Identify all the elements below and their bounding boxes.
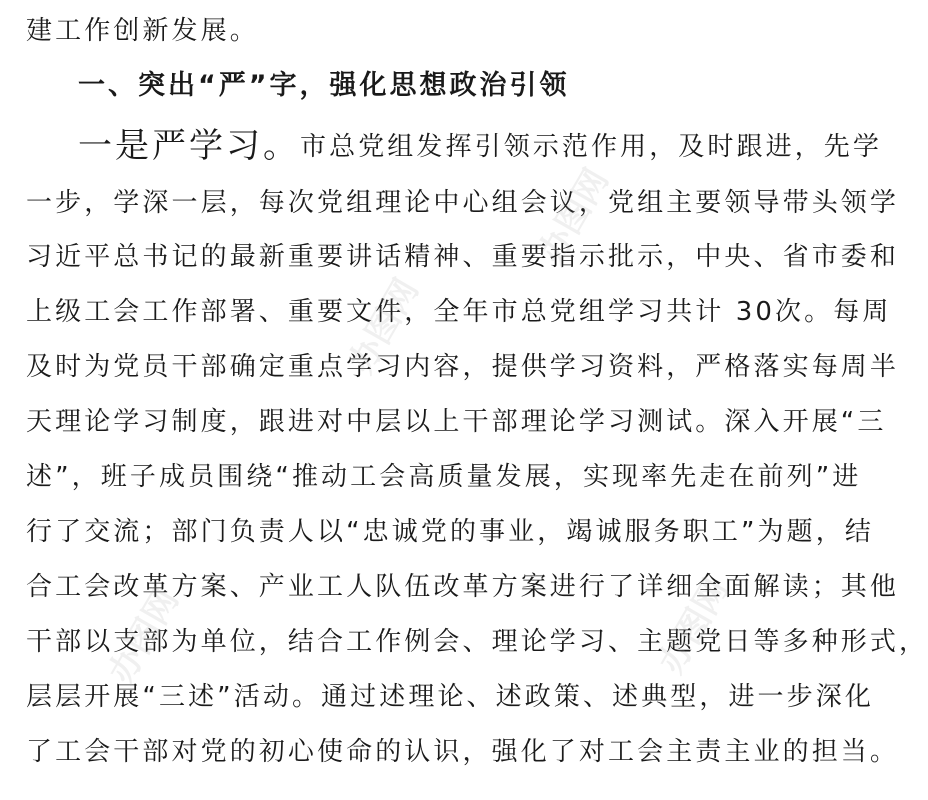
body-line: 一步，学深一层，每次党组理论中心组会议，党组主要领导带头领学	[26, 188, 900, 218]
body-line: 市总党组发挥引领示范作用，及时跟进，先学	[300, 132, 883, 162]
watermark: 办图网	[531, 162, 617, 271]
body-line: 天理论学习制度，跟进对中层以上干部理论学习测试。深入开展“三	[26, 407, 887, 437]
body-line: 行了交流；部门负责人以“忠诚党的事业，竭诚服务职工”为题，结	[26, 517, 874, 547]
body-line: 干部以支部为单位，结合工作例会、理论学习、主题党日等多种形式，	[26, 627, 928, 657]
body-line: 上级工会工作部署、重要文件，全年市总党组学习共计 30次。每周	[26, 297, 892, 327]
body-line: 层层开展“三述”活动。通过述理论、述政策、述典型，进一步深化	[26, 682, 874, 712]
body-line: 合工会改革方案、产业工人队伍改革方案进行了详细全面解读；其他	[26, 572, 900, 602]
body-line: 了工会干部对党的初心使命的认识，强化了对工会主责主业的担当。	[26, 737, 900, 767]
lead-paragraph-line	[78, 126, 883, 166]
watermark: 办图网	[341, 272, 427, 381]
lead-title: 一是严学习。	[78, 126, 300, 166]
watermark: 办图网	[101, 582, 187, 691]
body-line: 及时为党员干部确定重点学习内容，提供学习资料，严格落实每周半	[26, 352, 900, 382]
section-heading: 一、突出“严”字，强化思想政治引领	[78, 70, 570, 101]
intro-tail-line: 建工作创新发展。	[26, 16, 259, 46]
body-line: 述”，班子成员围绕“推动工会高质量发展，实现率先走在前列”进	[26, 462, 862, 492]
body-line: 习近平总书记的最新重要讲话精神、重要指示批示，中央、省市委和	[26, 242, 900, 272]
watermark: 办图网	[651, 572, 737, 681]
